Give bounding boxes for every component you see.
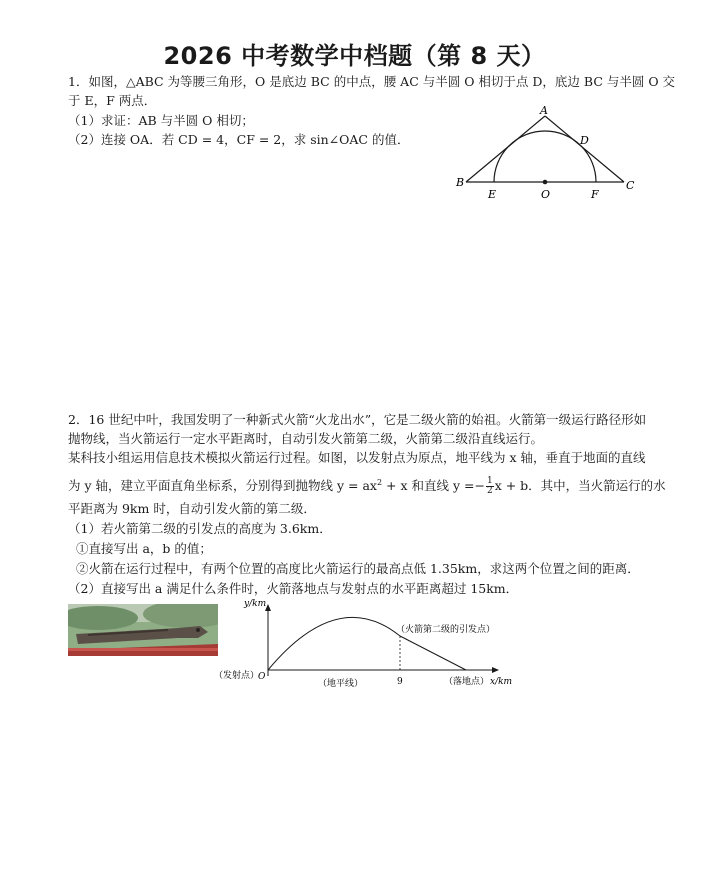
page-title: 2026 中考数学中档题（第 8 天） bbox=[163, 42, 546, 70]
q2-line-4-part-a: 为 y 轴，建立平面直角坐标系，分别得到抛物线 y = ax bbox=[68, 478, 377, 494]
x-axis-label: x/km bbox=[490, 677, 513, 687]
q2-fraction bbox=[486, 477, 494, 496]
parabola-stage-1 bbox=[268, 617, 400, 670]
q2-fraction-denominator: 2 bbox=[486, 486, 493, 497]
line-stage-2 bbox=[400, 636, 466, 670]
ignition-point-label: （火箭第二级的引发点） bbox=[396, 625, 496, 635]
q2-stem-line-1: 2．16 世纪中叶，我国发明了一种新式火箭“火龙出水”，它是二级火箭的始祖。火箭第一级运行路径形如 bbox=[68, 412, 647, 427]
label-b: B bbox=[456, 176, 465, 189]
origin-label: O bbox=[258, 672, 266, 682]
label-e: E bbox=[488, 188, 497, 201]
label-d: D bbox=[580, 134, 589, 147]
dragon-rocket-photo bbox=[68, 604, 218, 656]
q1-stem-line-2: 于 E，F 两点． bbox=[68, 93, 157, 108]
q2-stem-line-2: 抛物线，当火箭运行一定水平距离时，自动引发火箭第二级，火箭第二级沿直线运行。 bbox=[68, 431, 544, 446]
q1-part-2: （2）连接 OA．若 CD = 4，CF = 2，求 sin∠OAC 的值． bbox=[68, 132, 410, 147]
q2-part-1: （1）若火箭第二级的引发点的高度为 3.6km． bbox=[68, 521, 332, 536]
q2-line-4-part-b: + x 和直线 y =− bbox=[382, 478, 485, 494]
tick-9-label: 9 bbox=[397, 677, 403, 687]
q1-geometry-figure bbox=[450, 100, 650, 205]
q2-rocket-graph bbox=[210, 592, 530, 692]
label-o: O bbox=[541, 188, 551, 201]
label-f: F bbox=[591, 188, 599, 201]
y-axis-label: y/km bbox=[244, 599, 267, 609]
label-c: C bbox=[626, 179, 635, 192]
q2-stem-line-4 bbox=[68, 474, 666, 496]
q2-part-2: （2）直接写出 a 满足什么条件时，火箭落地点与发射点的水平距离超过 15km． bbox=[68, 581, 519, 596]
q1-stem-line-1: 1．如图，△ABC 为等腰三角形，O 是底边 BC 的中点，腰 AC 与半圆 O 相切于点 D，底边 BC 与半圆 O 交 bbox=[68, 74, 676, 89]
landing-point-label: （落地点） bbox=[444, 677, 490, 687]
q2-line-4-part-c: x + b．其中，当火箭运行的水 bbox=[494, 478, 666, 494]
center-o-dot bbox=[543, 180, 548, 185]
q2-exponent: 2 bbox=[376, 478, 383, 487]
launch-point-label: （发射点） bbox=[214, 671, 260, 681]
q1-part-1: （1）求证：AB 与半圆 O 相切； bbox=[68, 113, 254, 128]
q2-part-1-i: ①直接写出 a，b 的值； bbox=[76, 541, 212, 556]
q2-stem-line-5: 平距离为 9km 时，自动引发火箭的第二级． bbox=[68, 501, 316, 516]
label-a: A bbox=[540, 104, 548, 117]
q2-part-1-ii: ②火箭在运行过程中，有两个位置的高度比火箭运行的最高点低 1.35km，求这两个位置之间的距离． bbox=[76, 561, 640, 576]
q2-fraction-numerator: 1 bbox=[486, 476, 493, 487]
q2-stem-line-3: 某科技小组运用信息技术模拟火箭运行过程。如图，以发射点为原点，地平线为 x 轴，垂直于地面的直线 bbox=[68, 450, 646, 465]
x-axis-arrow bbox=[492, 667, 499, 673]
horizon-label: （地平线） bbox=[318, 679, 364, 689]
